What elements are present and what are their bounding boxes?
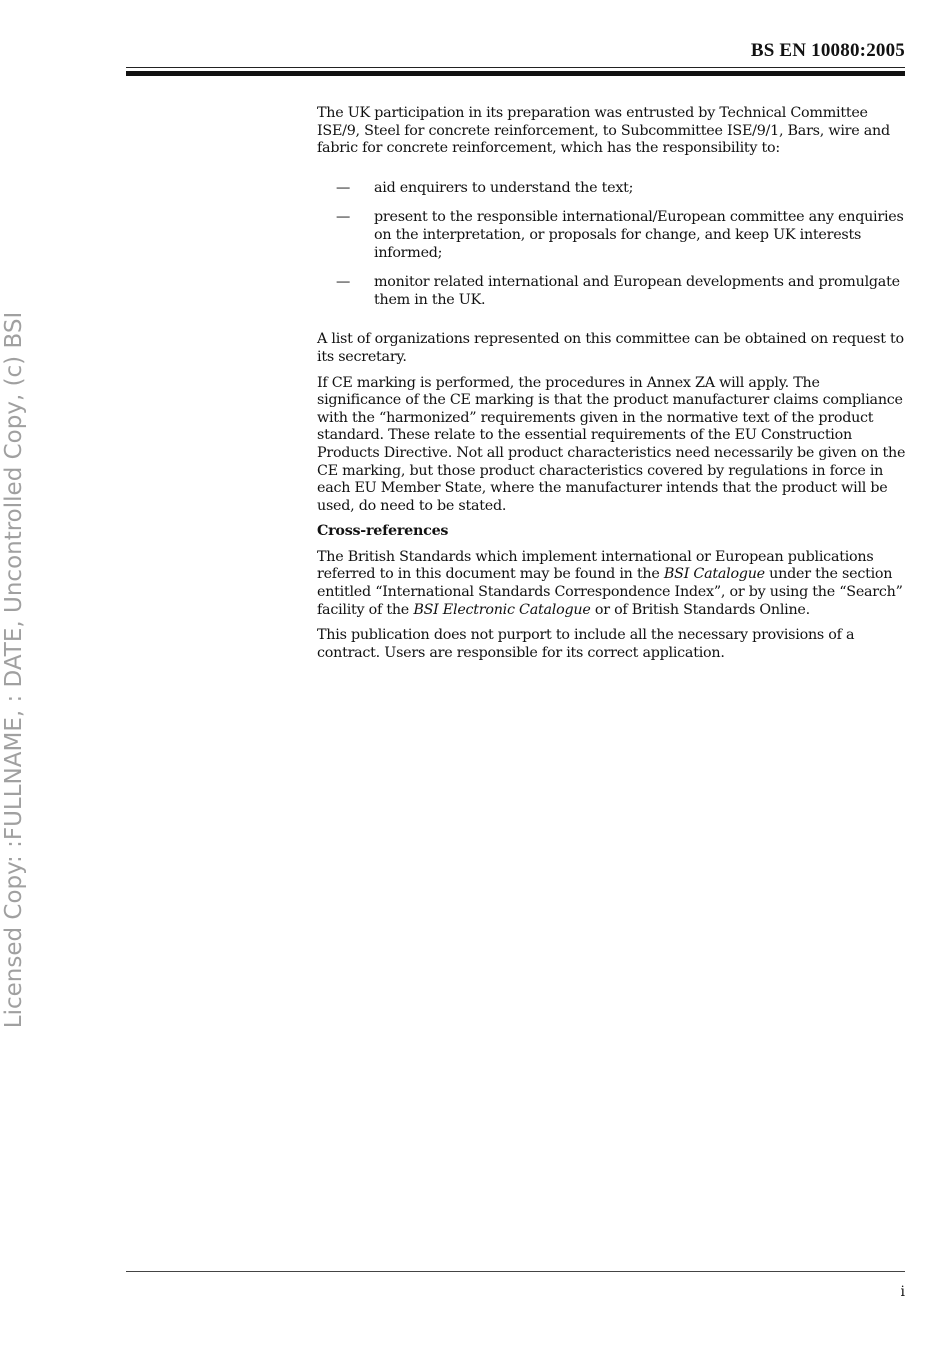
list-item-text: aid enquirers to understand the text; (374, 179, 634, 196)
list-item (317, 209, 907, 262)
license-watermark: Licensed Copy: :FULLNAME, : DATE, Uncontrolled Copy, (c) BSI (1, 311, 27, 1029)
ce-marking-paragraph: If CE marking is performed, the procedures in Annex ZA will apply. The significance of the CE marking is that the product manufacturer claims compliance with the “harmonized” requirements given in the normative text of the product standard. These relate to the essential requirements of the EU Construction Products Directive. Not all product characteristics need necessarily be given on the CE marking, but those product characteristics covered by regulations in force in each EU Member State, where the manufacturer intends that the product will be used, do need to be stated. (317, 374, 906, 514)
disclaimer-paragraph: This publication does not purport to include all the necessary provisions of a contract. Users are responsible for its correct application. (317, 627, 855, 661)
responsibility-list (317, 180, 907, 310)
bsi-electronic-catalogue-title: BSI Electronic Catalogue (413, 601, 591, 618)
list-item-text: present to the responsible international/European committee any enquiries on the interpretation, or proposals for change, and keep UK interests informed; (374, 209, 904, 261)
dash-marker: — (336, 209, 351, 226)
header-thin-rule (126, 67, 905, 68)
list-item (317, 180, 907, 198)
cross-ref-text-3: or of British Standards Online. (590, 601, 810, 618)
intro-paragraph: The UK participation in its preparation was entrusted by Technical Committee ISE/9, Steel for concrete reinforcement, to Subcommittee ISE/9/1, Bars, wire and fabric for concrete reinforcement, which has the responsibility to: (317, 105, 890, 157)
document-body (317, 105, 907, 662)
cross-ref-text-2: under the section entitled “International Standards Correspondence Index”, or by using the “Search” facility of the (317, 566, 903, 618)
dash-marker: — (336, 274, 351, 291)
cross-ref-text-1: The British Standards which implement international or European publications referred to in this document may be found in the (317, 548, 874, 583)
header-thick-rule (126, 71, 905, 76)
page-header-title: BS EN 10080:2005 (750, 40, 905, 61)
list-item (317, 274, 907, 309)
cross-references-heading: Cross-references (317, 523, 449, 540)
list-item-text: monitor related international and European developments and promulgate them in the UK. (374, 274, 900, 308)
dash-marker: — (336, 179, 351, 196)
page-number: i (900, 1284, 905, 1300)
bsi-catalogue-title: BSI Catalogue (663, 566, 765, 583)
footer-rule (126, 1271, 905, 1272)
cross-references-paragraph (317, 549, 907, 619)
organizations-paragraph: A list of organizations represented on this committee can be obtained on request to its secretary. (317, 331, 904, 365)
